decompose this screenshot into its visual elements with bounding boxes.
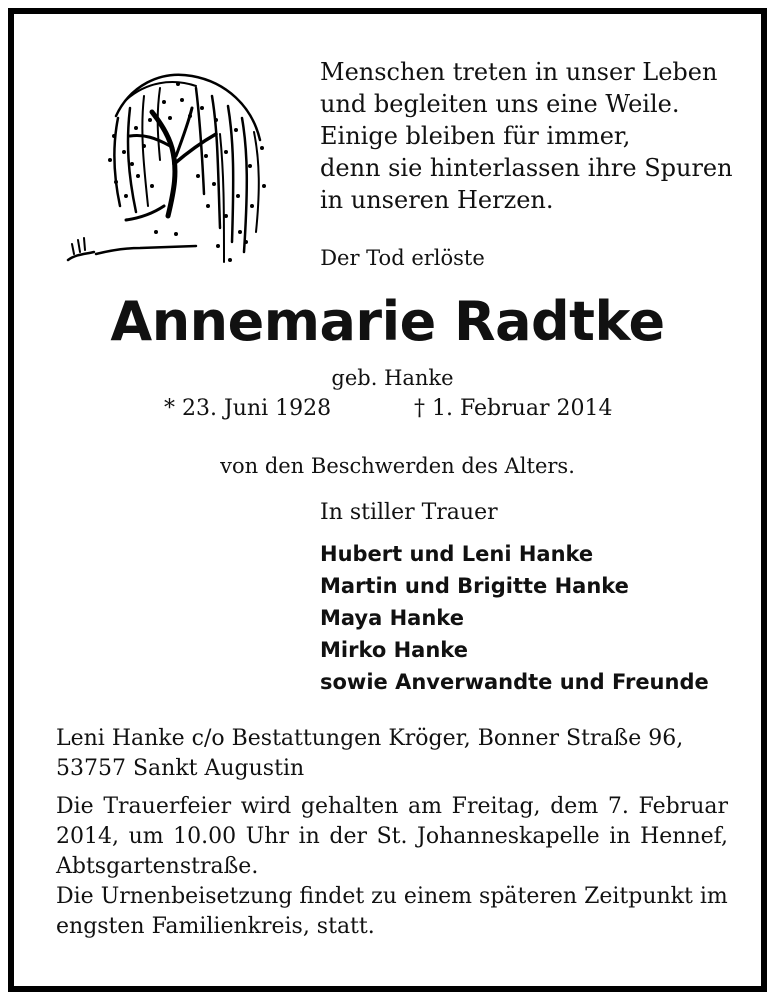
cause-of-death: von den Beschwerden des Alters. <box>220 454 575 478</box>
poem-line: denn sie hinterlassen ihre Spuren <box>320 154 733 182</box>
contact-line: 53757 Sankt Augustin <box>56 756 305 781</box>
urn-burial-text: Die Urnenbeisetzung findet zu einem späteren Zeitpunkt im engsten Familienkreis, statt. <box>56 884 728 939</box>
obituary-notice <box>8 8 767 992</box>
funeral-service-text: Die Trauerfeier wird gehalten am Freitag, dem 7. Februar 2014, um 10.00 Uhr in der St. Johanneskapelle in Hennef, Abtsgartenstraße. <box>56 794 728 879</box>
poem-line: in unseren Herzen. <box>320 186 554 214</box>
ceremony-info <box>56 792 728 942</box>
deceased-name: Annemarie Radtke <box>110 290 665 353</box>
mourner: Martin und Brigitte Hanke <box>320 574 629 598</box>
poem-line: Einige bleiben für immer, <box>320 122 631 150</box>
weeping-willow-icon <box>56 56 288 276</box>
poem <box>320 56 733 216</box>
death-intro: Der Tod erlöste <box>320 246 485 270</box>
birth-name: geb. Hanke <box>331 366 454 390</box>
poem-line: und begleiten uns eine Weile. <box>320 90 680 118</box>
mourner: Maya Hanke <box>320 606 464 630</box>
poem-line: Menschen treten in unser Leben <box>320 58 718 86</box>
contact-address <box>56 724 683 784</box>
contact-line: Leni Hanke c/o Bestattungen Kröger, Bonner Straße 96, <box>56 726 684 751</box>
mourner: sowie Anverwandte und Freunde <box>320 670 709 694</box>
birth-date: * 23. Juni 1928 <box>164 396 332 421</box>
mourner: Hubert und Leni Hanke <box>320 542 594 566</box>
mourners-list <box>320 538 709 698</box>
death-date: † 1. Februar 2014 <box>414 396 613 421</box>
mourner: Mirko Hanke <box>320 638 468 662</box>
mourning-phrase: In stiller Trauer <box>320 500 498 525</box>
